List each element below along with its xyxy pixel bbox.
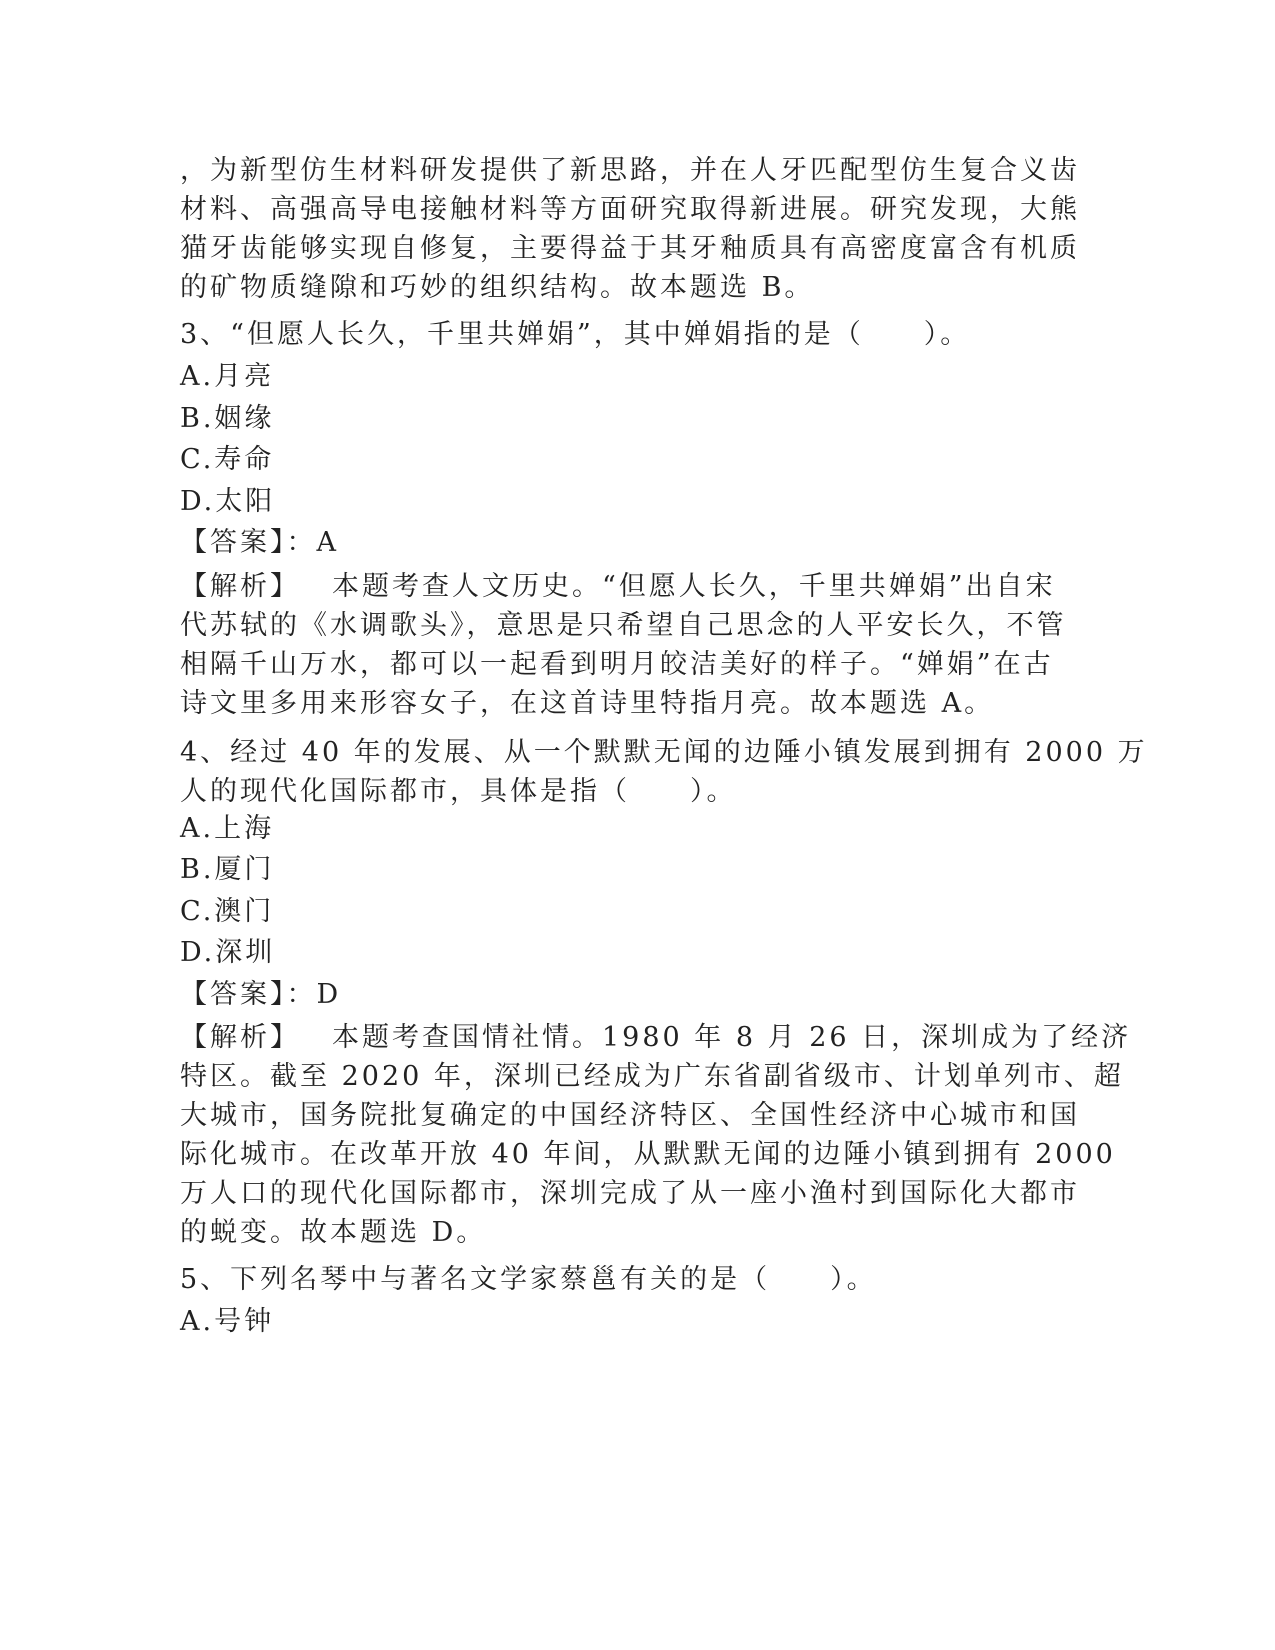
question-4-option-c: C.澳门 <box>180 895 275 927</box>
question-4-option-d: D.深圳 <box>180 937 276 968</box>
question-4-title-line: 人的现代化国际都市，具体是指（ ）。 <box>180 775 737 807</box>
question-4-option-a: A.上海 <box>180 812 275 844</box>
answer-value: D <box>316 978 342 1010</box>
intro-line: 的矿物质缝隙和巧妙的组织结构。故本题选 B。 <box>180 272 815 303</box>
explanation-line: 大城市，国务院批复确定的中国经济特区、全国性经济中心城市和国 <box>180 1100 1080 1131</box>
answer-value: A <box>316 527 339 558</box>
question-3-title: 3、“但愿人长久，千里共婵娟”，其中婵娟指的是（ ）。 <box>180 319 971 350</box>
question-4 <box>180 730 1148 1250</box>
question-4-option-b: B.厦门 <box>180 854 275 885</box>
intro-line: ，为新型仿生材料研发提供了新思路，并在人牙匹配型仿生复合义齿 <box>180 155 1080 186</box>
answer-label: 【答案】： <box>180 527 317 558</box>
intro-line: 材料、高强高导电接触材料等方面研究取得新进展。研究发现，大熊 <box>180 194 1080 225</box>
explanation-line: 特区。截至 2020 年，深圳已经成为广东省副省级市、计划单列市、超 <box>180 1061 1124 1092</box>
answer-label: 【答案】： <box>180 978 317 1010</box>
explanation-label: 【解析】 <box>180 570 300 602</box>
question-3-option-a: A.月亮 <box>180 361 275 392</box>
explanation-line: 的蜕变。故本题选 D。 <box>180 1217 487 1248</box>
question-4-answer <box>180 974 1040 1016</box>
question-4-explanation <box>180 1015 1132 1249</box>
question-3-answer <box>180 522 1040 564</box>
intro-explanation <box>180 148 1080 304</box>
question-5-title: 5、下列名琴中与著名文学家蔡邕有关的是（ ）。 <box>180 1264 877 1295</box>
question-3-option-b: B.姻缘 <box>180 402 275 434</box>
explanation-line: 际化城市。在改革开放 40 年间，从默默无闻的边陲小镇到拥有 2000 <box>180 1139 1116 1170</box>
explanation-label: 【解析】 <box>180 1022 300 1053</box>
explanation-line: 本题考查人文历史。“但愿人长久，千里共婵娟”出自宋 <box>332 570 1056 602</box>
question-4-title-line: 4、经过 40 年的发展、从一个默默无闻的边陲小镇发展到拥有 2000 万 <box>180 736 1148 768</box>
explanation-line: 诗文里多用来形容女子，在这首诗里特指月亮。故本题选 A。 <box>180 687 995 719</box>
intro-line: 猫牙齿能够实现自修复，主要得益于其牙釉质具有高密度富含有机质 <box>180 233 1080 264</box>
question-3-option-d: D.太阳 <box>180 485 276 517</box>
question-3 <box>180 314 1067 720</box>
question-5-option-a: A.号钟 <box>180 1306 275 1337</box>
document-page <box>180 148 1148 1343</box>
question-3-explanation <box>180 564 1067 720</box>
question-5 <box>180 1259 1040 1343</box>
explanation-line: 本题考查国情社情。1980 年 8 月 26 日，深圳成为了经济 <box>332 1022 1132 1053</box>
explanation-line: 相隔千山万水，都可以一起看到明月皎洁美好的样子。“婵娟”在古 <box>180 648 1054 680</box>
question-3-option-c: C.寿命 <box>180 444 275 475</box>
explanation-line: 代苏轼的《水调歌头》，意思是只希望自己思念的人平安长久，不管 <box>180 609 1067 641</box>
explanation-line: 万人口的现代化国际都市，深圳完成了从一座小渔村到国际化大都市 <box>180 1178 1080 1209</box>
